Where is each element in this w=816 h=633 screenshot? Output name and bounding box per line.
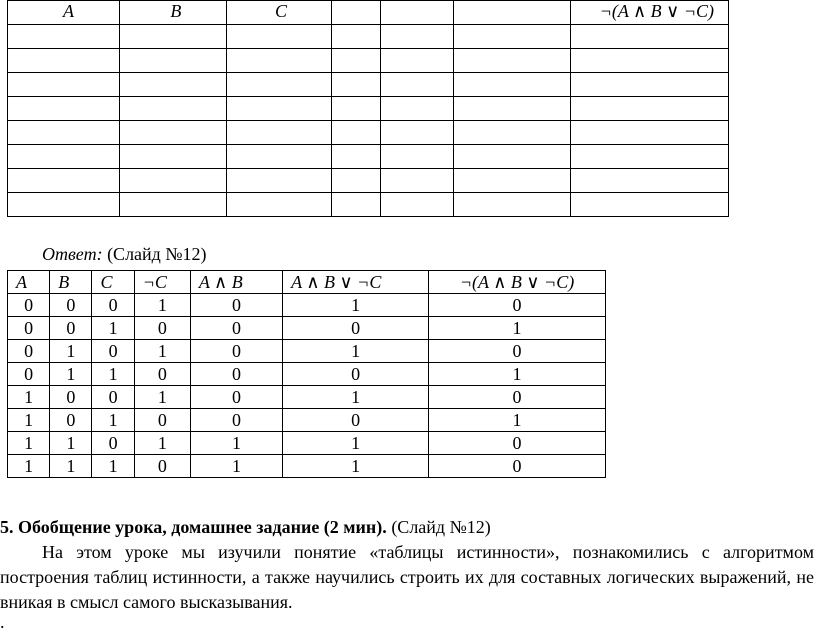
empty-cell [453,97,570,121]
table-cell: 0 [190,363,282,386]
header-cell-empty [380,1,453,25]
table-cell: 0 [429,432,606,455]
section-number: 5. [0,517,14,537]
section-title: Обобщение урока, домашнее задание (2 мин). [18,517,387,537]
header-cell-a: A [8,271,50,294]
table-cell: 0 [50,386,92,409]
empty-cell [453,121,570,145]
table-cell: 1 [92,409,134,432]
table-cell: 1 [134,340,190,363]
empty-cell [453,145,570,169]
header-cell-b: B [120,1,227,25]
empty-cell [120,49,227,73]
table-cell: 0 [50,317,92,340]
table-cell: 0 [190,317,282,340]
empty-cell [120,97,227,121]
empty-cell [380,193,453,217]
empty-truth-table [7,0,729,217]
header-cell-not-c: ¬C [134,271,190,294]
table-cell: 0 [190,340,282,363]
truth-table [7,270,606,478]
table-row [8,294,606,317]
empty-table-row [8,169,729,193]
table-cell: 1 [283,455,429,478]
empty-cell [227,193,332,217]
empty-cell [227,49,332,73]
table-cell: 0 [429,386,606,409]
empty-cell [570,121,728,145]
table-cell: 1 [8,386,50,409]
answer-note: (Слайд №12) [107,244,207,264]
empty-cell [453,193,570,217]
answer-label: Ответ: [42,244,103,264]
table-cell: 0 [190,409,282,432]
table-cell: 0 [134,363,190,386]
table-row [8,317,606,340]
summary-paragraph [0,540,814,615]
empty-cell [380,49,453,73]
table-cell: 0 [8,317,50,340]
empty-cell [120,121,227,145]
table-cell: 0 [190,386,282,409]
table-row [8,340,606,363]
paragraph-text: На этом уроке мы изучили понятие «таблицы истинности», познакомились с алгоритмом построения таблиц истинности, а также научились строить их для составных логических выражений, не вникая в смысл самого высказывания. [0,542,814,612]
empty-cell [227,97,332,121]
table-cell: 1 [8,455,50,478]
table-cell: 1 [8,409,50,432]
table-cell: 1 [190,432,282,455]
empty-table-row [8,49,729,73]
table-cell: 1 [429,317,606,340]
table-cell: 1 [283,386,429,409]
empty-cell [453,73,570,97]
empty-cell [331,97,380,121]
empty-table-row [8,121,729,145]
table-cell: 1 [50,455,92,478]
table-cell: 0 [8,340,50,363]
empty-table-row [8,25,729,49]
empty-cell [570,145,728,169]
empty-cell [120,73,227,97]
table-cell: 0 [283,317,429,340]
table-cell: 0 [92,340,134,363]
empty-cell [120,193,227,217]
table-cell: 0 [134,409,190,432]
table-cell: 1 [429,409,606,432]
empty-cell [380,169,453,193]
table-cell: 1 [134,386,190,409]
empty-cell [331,25,380,49]
empty-cell [331,169,380,193]
empty-cell [227,25,332,49]
table-cell: 0 [134,455,190,478]
empty-cell [331,193,380,217]
table-cell: 0 [92,432,134,455]
table-cell: 1 [190,455,282,478]
empty-cell [380,97,453,121]
table-cell: 0 [429,340,606,363]
table-row [8,455,606,478]
empty-table-row [8,73,729,97]
empty-cell [227,169,332,193]
empty-cell [331,145,380,169]
header-cell-a-and-b-or-not-c: A ∧ B ∨ ¬C [283,271,429,294]
empty-table-row [8,145,729,169]
empty-cell [8,25,120,49]
table-cell: 0 [134,317,190,340]
empty-cell [380,145,453,169]
table-cell: 0 [283,409,429,432]
table-cell: 1 [283,340,429,363]
table-header-row [8,271,606,294]
header-cell-c: C [227,1,332,25]
empty-cell [380,121,453,145]
empty-cell [120,145,227,169]
answer-line [42,243,207,265]
empty-cell [453,49,570,73]
empty-cell [570,169,728,193]
empty-cell [570,25,728,49]
table-row [8,363,606,386]
table-cell: 1 [283,432,429,455]
empty-cell [227,145,332,169]
empty-cell [570,97,728,121]
table-cell: 1 [8,432,50,455]
empty-cell [8,49,120,73]
trailing-dot: . [0,612,5,632]
table-cell: 1 [92,455,134,478]
empty-cell [8,121,120,145]
table-cell: 1 [429,363,606,386]
table-cell: 0 [50,409,92,432]
table-cell: 1 [134,432,190,455]
empty-cell [380,25,453,49]
table-cell: 1 [50,340,92,363]
table-cell: 0 [8,294,50,317]
empty-cell [120,25,227,49]
empty-cell [227,121,332,145]
table-cell: 0 [8,363,50,386]
header-cell-a-and-b: A ∧ B [190,271,282,294]
table-cell: 0 [50,294,92,317]
table-cell: 1 [50,363,92,386]
empty-cell [331,49,380,73]
header-cell-formula: ¬(A ∧ B ∨ ¬C) [429,271,606,294]
empty-cell [8,145,120,169]
header-cell-c: C [92,271,134,294]
empty-cell [331,73,380,97]
table-cell: 1 [283,294,429,317]
empty-cell [120,169,227,193]
table-row [8,432,606,455]
table-row [8,409,606,432]
section-note: (Слайд №12) [391,517,491,537]
empty-cell [570,193,728,217]
header-cell-a: A [8,1,120,25]
table-cell: 1 [92,317,134,340]
table-cell: 1 [92,363,134,386]
table-cell: 0 [92,386,134,409]
empty-cell [8,97,120,121]
empty-cell [8,73,120,97]
table-cell: 1 [50,432,92,455]
empty-cell [227,73,332,97]
table-cell: 1 [134,294,190,317]
table-row [8,386,606,409]
table-cell: 0 [283,363,429,386]
empty-cell [453,25,570,49]
header-cell-formula: ¬(A ∧ B ∨ ¬C) [570,1,728,25]
table-cell: 0 [190,294,282,317]
empty-cell [380,73,453,97]
empty-cell [570,49,728,73]
empty-cell [570,73,728,97]
header-cell-b: B [50,271,92,294]
empty-table-row [8,193,729,217]
empty-cell [8,169,120,193]
header-cell-empty [331,1,380,25]
empty-cell [8,193,120,217]
table-cell: 0 [429,455,606,478]
empty-table-row [8,97,729,121]
empty-cell [453,169,570,193]
table-cell: 0 [92,294,134,317]
table-cell: 0 [429,294,606,317]
table-header-row [8,1,729,25]
header-cell-empty [453,1,570,25]
section-heading [0,515,816,540]
empty-cell [331,121,380,145]
